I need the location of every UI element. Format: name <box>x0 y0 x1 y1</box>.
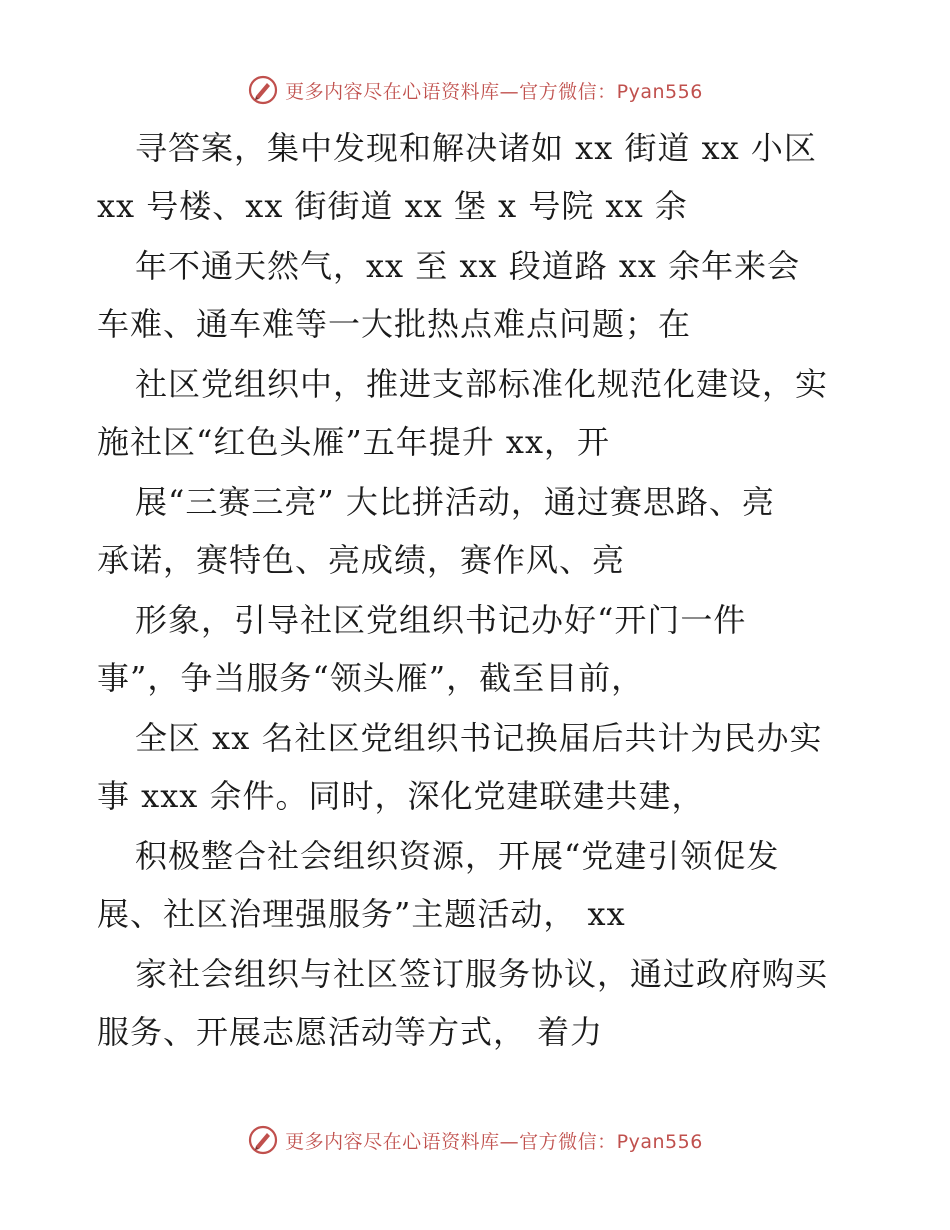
text-line: xx 号楼、xx 街街道 xx 堡 x 号院 xx 余 <box>97 187 688 225</box>
text-line: 承诺，赛特色、亮成绩，赛作风、亮 <box>97 541 626 579</box>
text-line: 服务、开展志愿活动等方式， 着力 <box>97 1013 604 1051</box>
text-line: 家社会组织与社区签订服务协议，通过政府购买 <box>135 955 829 993</box>
library-logo-icon <box>247 1124 279 1156</box>
text-line: 事”，争当服务“领头雁”，截至目前， <box>97 659 645 697</box>
header-banner <box>0 70 950 110</box>
header-banner-text: 更多内容尽在心语资料库—官方微信：Pyan556 <box>285 80 703 103</box>
text-line: 施社区“红色头雁”五年提升 xx，开 <box>97 423 610 461</box>
text-line: 形象，引导社区党组织书记办好“开门一件 <box>135 601 747 639</box>
footer-banner-text: 更多内容尽在心语资料库—官方微信：Pyan556 <box>285 1130 703 1153</box>
text-line: 事 xxx 余件。同时，深化党建联建共建， <box>97 777 705 815</box>
text-line: 年不通天然气，xx 至 xx 段道路 xx 余年来会 <box>135 247 801 285</box>
text-line: 展“三赛三亮” 大比拼活动，通过赛思路、亮 <box>135 483 775 521</box>
footer-banner <box>0 1120 950 1160</box>
library-logo-icon <box>247 74 279 106</box>
text-line: 积极整合社会组织资源，开展“党建引领促发 <box>135 837 780 875</box>
text-line: 社区党组织中，推进支部标准化规范化建设，实 <box>135 365 829 403</box>
text-line: 展、社区治理强服务”主题活动， xx <box>97 895 626 933</box>
text-line: 全区 xx 名社区党组织书记换届后共计为民办实 <box>135 719 823 757</box>
text-line: 寻答案，集中发现和解决诸如 xx 街道 xx 小区 <box>135 129 817 167</box>
text-line: 车难、通车难等一大批热点难点问题；在 <box>97 305 692 343</box>
